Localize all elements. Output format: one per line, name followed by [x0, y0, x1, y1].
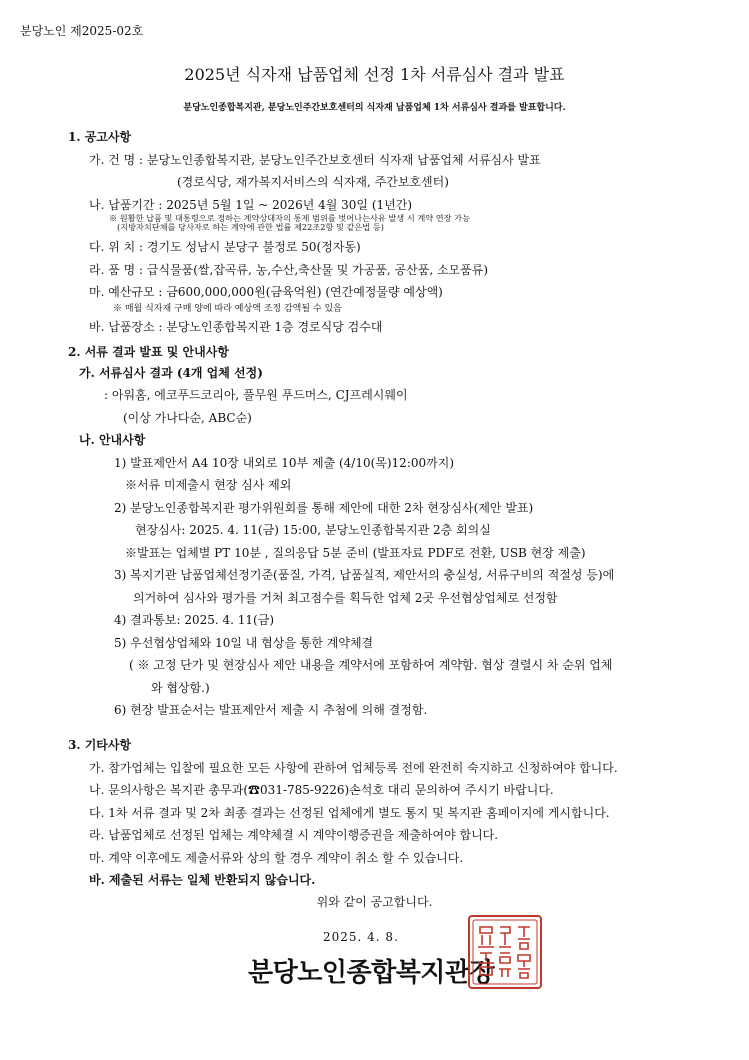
closing-statement: 위와 같이 공고합니다. — [316, 895, 433, 909]
guide-note: ( ※ 고정 단가 및 현장심사 제안 내용을 계약서에 포함하여 계약함. 협상 결렬시 차 순위 업체 — [129, 658, 613, 672]
section3-item: 라. 납품업체로 선정된 업체는 계약체결 시 계약이행증권을 제출하여야 합니다. — [89, 828, 499, 842]
section3-item: 바. 제출된 서류는 일체 반환되지 않습니다. — [89, 873, 316, 887]
doc-number: 분당노인 제2025-02호 — [20, 24, 144, 38]
guide-item: 1) 발표제안서 A4 10장 내외로 10부 제출 (4/10(목)12:00까지) — [114, 456, 454, 470]
section1-note: (지방자치단체를 당사자로 하는 계약에 관한 법률 제22조2항 및 같은법 등) — [117, 222, 384, 232]
section3-item: 다. 1차 서류 결과 및 2차 최종 결과는 선정된 업체에게 별도 통지 및 복지관 홈페이지에 게시합니다. — [89, 806, 610, 820]
section3-item: 가. 참가업체는 입찰에 필요한 모든 사항에 관하여 업체등록 전에 완전히 숙지하고 신청하여야 합니다. — [89, 761, 618, 775]
official-seal-stamp — [466, 913, 544, 991]
section1-item: 바. 납품장소 : 분당노인종합복지관 1층 경로식당 검수대 — [89, 320, 383, 334]
guide-note: ※서류 미제출시 현장 심사 제외 — [125, 478, 292, 492]
page-title: 2025년 식자재 납품업체 선정 1차 서류심사 결과 발표 — [184, 65, 565, 84]
section1-note: ※ 매월 식자재 구매 양에 따라 예상액 조정 감액될 수 있음 — [113, 304, 342, 314]
organization-name: 분당노인종합복지관장 — [248, 958, 495, 988]
section1-item: 마. 예산규모 : 금600,000,000원(금육억원) (연간예정물량 예상액) — [89, 285, 443, 299]
section3-heading: 3. 기타사항 — [68, 738, 132, 752]
guide-item: 5) 우선협상업체와 10일 내 협상을 통한 계약체결 — [114, 636, 374, 650]
guide-item: 6) 현장 발표순서는 발표제안서 제출 시 추첨에 의해 결정함. — [114, 703, 428, 717]
company-list: : 아워홈, 에코푸드코리아, 풀무원 푸드머스, CJ프레시웨이 — [104, 388, 408, 402]
section1-heading: 1. 공고사항 — [68, 130, 132, 144]
section1-item: 라. 품 명 : 급식물품(쌀,잡곡류, 농,수산,축산물 및 가공품, 공산품, 소모품류) — [89, 263, 489, 277]
guide-item: 2) 분당노인종합복지관 평가위원회를 통해 제안에 대한 2차 현장심사(제안 발표) — [114, 501, 534, 515]
subtitle: 분당노인종합복지관, 분당노인주간보호센터의 식자재 납품업체 1차 서류심사 결과를 발표합니다. — [183, 103, 566, 113]
company-list-note: (이상 가나다순, ABC순) — [123, 411, 252, 425]
guide-note: 와 협상함.) — [151, 681, 210, 695]
guide-note: 의거하여 심사와 평가를 거쳐 최고점수를 획득한 업체 2곳 우선협상업체로 선정함 — [133, 591, 558, 605]
section1-note: ※ 원활한 납품 및 대통령으로 정하는 계약상대자의 통제 범위를 벗어나는사유 발생 시 계약 연장 가능 — [109, 213, 470, 223]
guide-note: ※발표는 업체별 PT 10분 , 질의응답 5분 준비 (발표자료 PDF로 전환, USB 현장 제출) — [125, 546, 586, 560]
section1-item: 가. 건 명 : 분당노인종합복지관, 분당노인주간보호센터 식자재 납품업체 서류심사 발표 — [89, 153, 541, 167]
section2-heading: 2. 서류 결과 발표 및 안내사항 — [68, 345, 229, 359]
guide-item: 3) 복지기관 납품업체선정기준(품질, 가격, 납품실적, 제안서의 충실성, 서류구비의 적절성 등)에 — [114, 568, 615, 582]
section3-item: 나. 문의사항은 복지관 총무과(☎031-785-9226)손석호 대리 문의하여 주시기 바랍니다. — [89, 783, 554, 797]
section2-sub-b: 나. 안내사항 — [79, 433, 146, 447]
issue-date: 2025. 4. 8. — [323, 930, 399, 944]
section1-item: 다. 위 치 : 경기도 성남시 분당구 불정로 50(정자동) — [89, 240, 361, 254]
section3-item: 마. 계약 이후에도 제출서류와 상의 할 경우 계약이 취소 할 수 있습니다. — [89, 851, 464, 865]
guide-note: 현장심사: 2025. 4. 11(금) 15:00, 분당노인종합복지관 2층 회의실 — [135, 523, 491, 537]
guide-item: 4) 결과통보: 2025. 4. 11(금) — [114, 613, 275, 627]
section2-sub-a: 가. 서류심사 결과 (4개 업체 선정) — [79, 366, 263, 380]
section1-item: 나. 납품기간 : 2025년 5월 1일 ~ 2026년 4월 30일 (1년간) — [89, 198, 413, 212]
section1-item: (경로식당, 재가복지서비스의 식자재, 주간보호센터) — [177, 175, 449, 189]
